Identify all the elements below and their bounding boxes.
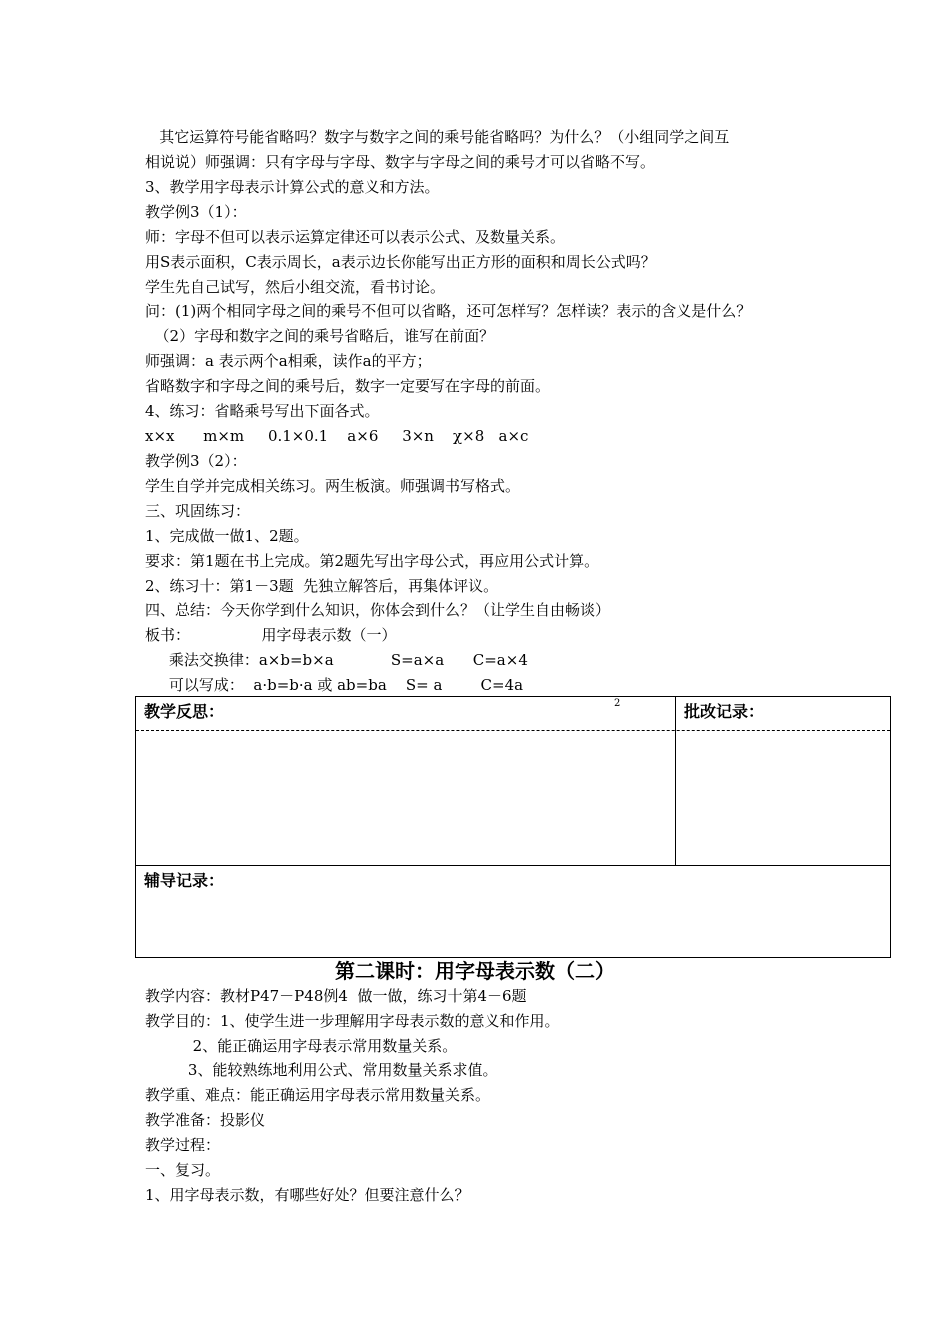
text-line: 教学内容：教材P47－P48例4 做一做，练习十第4－6题 — [145, 987, 527, 1005]
text-line: 2、能正确运用字母表示常用数量关系。 — [145, 1037, 458, 1055]
text-line: 师：字母不但可以表示运算定律还可以表示公式、及数量关系。 — [145, 228, 566, 246]
reflection-label: 教学反思： — [144, 702, 225, 721]
tutoring-area[interactable] — [136, 894, 890, 957]
text-line: 三、巩固练习： — [145, 502, 251, 520]
text-line: 教学目的：1、使学生进一步理解用字母表示数的意义和作用。 — [145, 1012, 560, 1030]
text-line: 3、能较熟练地利用公式、常用数量关系求值。 — [145, 1061, 498, 1079]
tutoring-label: 辅导记录： — [144, 871, 225, 890]
text-line: x×x m×m 0.1×0.1 a×6 3×n χ×8 a×c — [145, 427, 529, 445]
page-number: 2 — [614, 698, 621, 709]
text-line: 省略数字和字母之间的乘号后，数字一定要写在字母的前面。 — [145, 377, 551, 395]
reflection-area[interactable] — [136, 731, 675, 865]
text-line: （2）字母和数字之间的乘号省略后，谁写在前面？ — [145, 327, 495, 345]
text-line: 教学过程： — [145, 1136, 221, 1154]
text-line: 师强调：a 表示两个a相乘，读作a的平方； — [145, 352, 432, 370]
text-line: 教学准备：投影仪 — [145, 1111, 266, 1129]
board-formula-line: 乘法交换律：a×b=b×a S=a×a C=a×4 — [145, 651, 528, 669]
text-line: 2、练习十：第1－3题 先独立解答后，再集体评议。 — [145, 577, 499, 595]
text-line: 相说说）师强调：只有字母与字母、数字与字母之间的乘号才可以省略不写。 — [145, 153, 656, 171]
correction-label: 批改记录： — [684, 702, 765, 721]
text-line: 四、总结：今天你学到什么知识，你体会到什么？（让学生自由畅谈） — [145, 601, 611, 619]
text-line: 3、教学用字母表示计算公式的意义和方法。 — [145, 178, 440, 196]
text-line: 学生先自己试写，然后小组交流，看书讨论。 — [145, 278, 446, 296]
text-line: 其它运算符号能省略吗？数字与数字之间的乘号能省略吗？为什么？（小组同学之间互 — [145, 128, 730, 146]
text-line: 问：(1)两个相同字母之间的乘号不但可以省略，还可怎样写？怎样读？表示的含义是什么？ — [145, 302, 752, 320]
correction-area[interactable] — [676, 731, 890, 865]
text-line: 1、完成做一做1、2题。 — [145, 527, 309, 545]
section-title: 第二课时：用字母表示数（二） — [335, 959, 615, 983]
text-line: 要求：第1题在书上完成。第2题先写出字母公式，再应用公式计算。 — [145, 552, 600, 570]
text-line: 1、用字母表示数，有哪些好处？但要注意什么？ — [145, 1186, 470, 1204]
text-line: 学生自学并完成相关练习。两生板演。师强调书写格式。 — [145, 477, 521, 495]
text-line: 4、练习：省略乘号写出下面各式。 — [145, 402, 380, 420]
text-line: 用S表示面积，C表示周长，a表示边长你能写出正方形的面积和周长公式吗？ — [145, 253, 656, 271]
text-line: 教学例3（1）： — [145, 203, 247, 221]
board-formula-line: 可以写成： a·b=b·a 或 ab=ba S= a C=4a — [145, 676, 524, 694]
text-line: 教学例3（2）： — [145, 452, 247, 470]
board-title-line: 板书： 用字母表示数（一） — [145, 626, 397, 644]
record-table — [135, 696, 891, 958]
text-line: 一、复习。 — [145, 1161, 221, 1179]
text-line: 教学重、难点：能正确运用字母表示常用数量关系。 — [145, 1086, 491, 1104]
